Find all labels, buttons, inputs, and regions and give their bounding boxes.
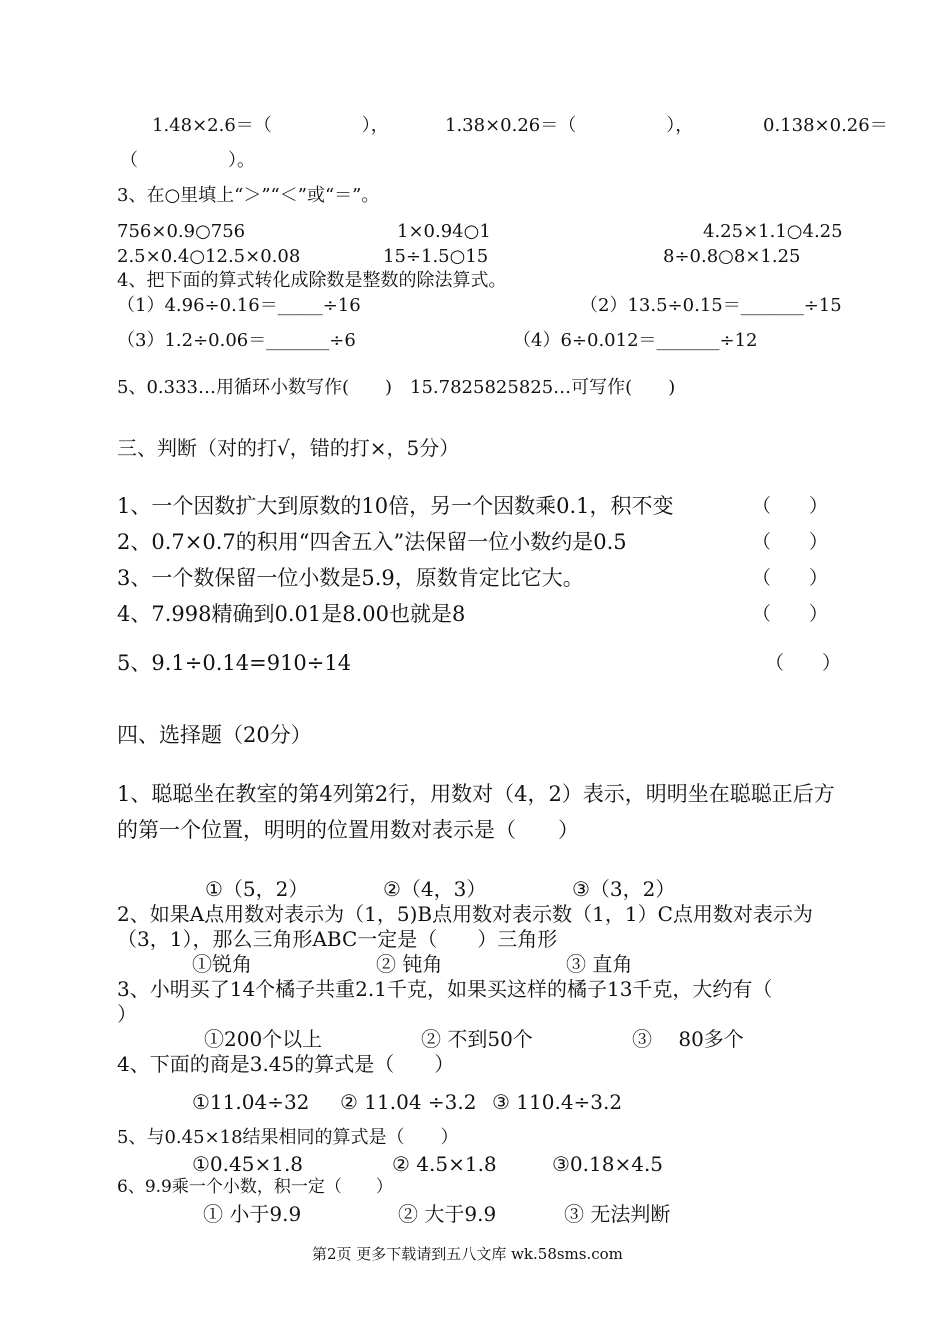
q3-title: 3、在○里填上“＞”“＜”或“＝”。	[117, 185, 380, 206]
judge-item-2: 2、0.7×0.7的积用“四舍五入”法保留一位小数约是0.5	[117, 530, 627, 554]
judge-paren-1[interactable]: （ ）	[752, 495, 829, 517]
judge-paren-3[interactable]: （ ）	[752, 567, 829, 589]
q3-r2-c1: 2.5×0.4○12.5×0.08	[117, 246, 301, 267]
judge-paren-2[interactable]: （ ）	[752, 531, 829, 553]
page-footer: 第2页 更多下载请到五八文库 wk.58sms.com	[312, 1245, 623, 1263]
choice-q6-line1: 6、9.9乘一个小数，积一定（ ）	[117, 1177, 393, 1197]
q3-r1-c2: 1×0.94○1	[397, 221, 491, 242]
choice-q3-option-1[interactable]: ①200个以上	[204, 1027, 323, 1051]
choice-q3-line2: ）	[117, 1002, 137, 1026]
choice-q2-line2: （3，1），那么三角形ABC一定是（ ）三角形	[117, 927, 558, 951]
judge-item-1: 1、一个因数扩大到原数的10倍，另一个因数乘0.1，积不变	[117, 494, 674, 518]
choice-q2-option-2[interactable]: ② 钝角	[376, 952, 443, 976]
judge-item-4: 4、7.998精确到0.01是8.00也就是8	[117, 602, 466, 626]
judge-item-3: 3、一个数保留一位小数是5.9，原数肯定比它大。	[117, 566, 584, 590]
choice-q1-option-2[interactable]: ②（4，3）	[383, 877, 487, 901]
q3-r2-c2: 15÷1.5○15	[383, 246, 489, 267]
q4-item-3: （3）1.2÷0.06＝_______÷6	[117, 330, 356, 351]
judge-paren-4[interactable]: （ ）	[752, 603, 829, 625]
choice-q2-option-3[interactable]: ③ 直角	[566, 952, 633, 976]
choice-q1-option-1[interactable]: ①（5，2）	[205, 877, 309, 901]
judge-paren-5[interactable]: （ ）	[765, 652, 842, 674]
choice-q1-option-3[interactable]: ③（3，2）	[572, 877, 676, 901]
choice-q2-option-1[interactable]: ①锐角	[192, 952, 252, 976]
q4-item-2: （2）13.5÷0.15＝_______÷15	[580, 295, 842, 316]
choice-q4-line1: 4、下面的商是3.45的算式是（ ）	[117, 1052, 455, 1076]
q4-title: 4、把下面的算式转化成除数是整数的除法算式。	[117, 270, 507, 291]
q3-r1-c1: 756×0.9○756	[117, 221, 246, 242]
mult-item-a: 1.48×2.6＝（ ），	[152, 115, 389, 136]
q4-item-4: （4）6÷0.012＝_______÷12	[513, 330, 758, 351]
q3-r2-c3: 8÷0.8○8×1.25	[663, 246, 801, 267]
choice-q2-line1: 2、如果A点用数对表示为（1，5)B点用数对表示数（1，1）C点用数对表示为	[117, 902, 813, 926]
section3-title: 三、判断（对的打√，错的打×，5分）	[117, 436, 460, 460]
judge-item-5: 5、9.1÷0.14=910÷14	[117, 651, 352, 675]
choice-q6-option-1[interactable]: ① 小于9.9	[203, 1202, 302, 1226]
choice-q6-option-2[interactable]: ② 大于9.9	[398, 1202, 497, 1226]
q4-item-1: （1）4.96÷0.16＝_____÷16	[117, 295, 361, 316]
choice-q3-option-3[interactable]: ③ 80多个	[632, 1027, 744, 1051]
section4-title: 四、选择题（20分）	[117, 723, 312, 747]
mult-item-c: 0.138×0.26＝	[763, 115, 888, 136]
choice-q1-line1: 1、聪聪坐在教室的第4列第2行，用数对（4，2）表示，明明坐在聪聪正后方	[117, 782, 835, 806]
choice-q3-option-2[interactable]: ② 不到50个	[421, 1027, 533, 1051]
q5-line: 5、0.333…用循环小数写作( ) 15.7825825825…可写作( )	[117, 377, 676, 398]
mult-item-c-blank: （ ）。	[120, 150, 255, 171]
choice-q5-option-2[interactable]: ② 4.5×1.8	[392, 1152, 497, 1176]
choice-q6-option-3[interactable]: ③ 无法判断	[564, 1202, 671, 1226]
q3-r1-c3: 4.25×1.1○4.25	[703, 221, 843, 242]
choice-q3-line1: 3、小明买了14个橘子共重2.1千克，如果买这样的橘子13千克，大约有（	[117, 977, 773, 1001]
choice-q4-option-3[interactable]: ③ 110.4÷3.2	[492, 1090, 623, 1114]
choice-q4-option-1[interactable]: ①11.04÷32	[192, 1090, 310, 1114]
choice-q5-option-3[interactable]: ③0.18×4.5	[552, 1152, 664, 1176]
choice-q4-option-2[interactable]: ② 11.04 ÷3.2	[340, 1090, 477, 1114]
choice-q1-line2: 的第一个位置，明明的位置用数对表示是（ ）	[117, 818, 579, 842]
choice-q5-line1: 5、与0.45×18结果相同的算式是（ ）	[117, 1127, 459, 1148]
mult-item-b: 1.38×0.26＝（ ），	[445, 115, 694, 136]
choice-q5-option-1[interactable]: ①0.45×1.8	[192, 1152, 304, 1176]
